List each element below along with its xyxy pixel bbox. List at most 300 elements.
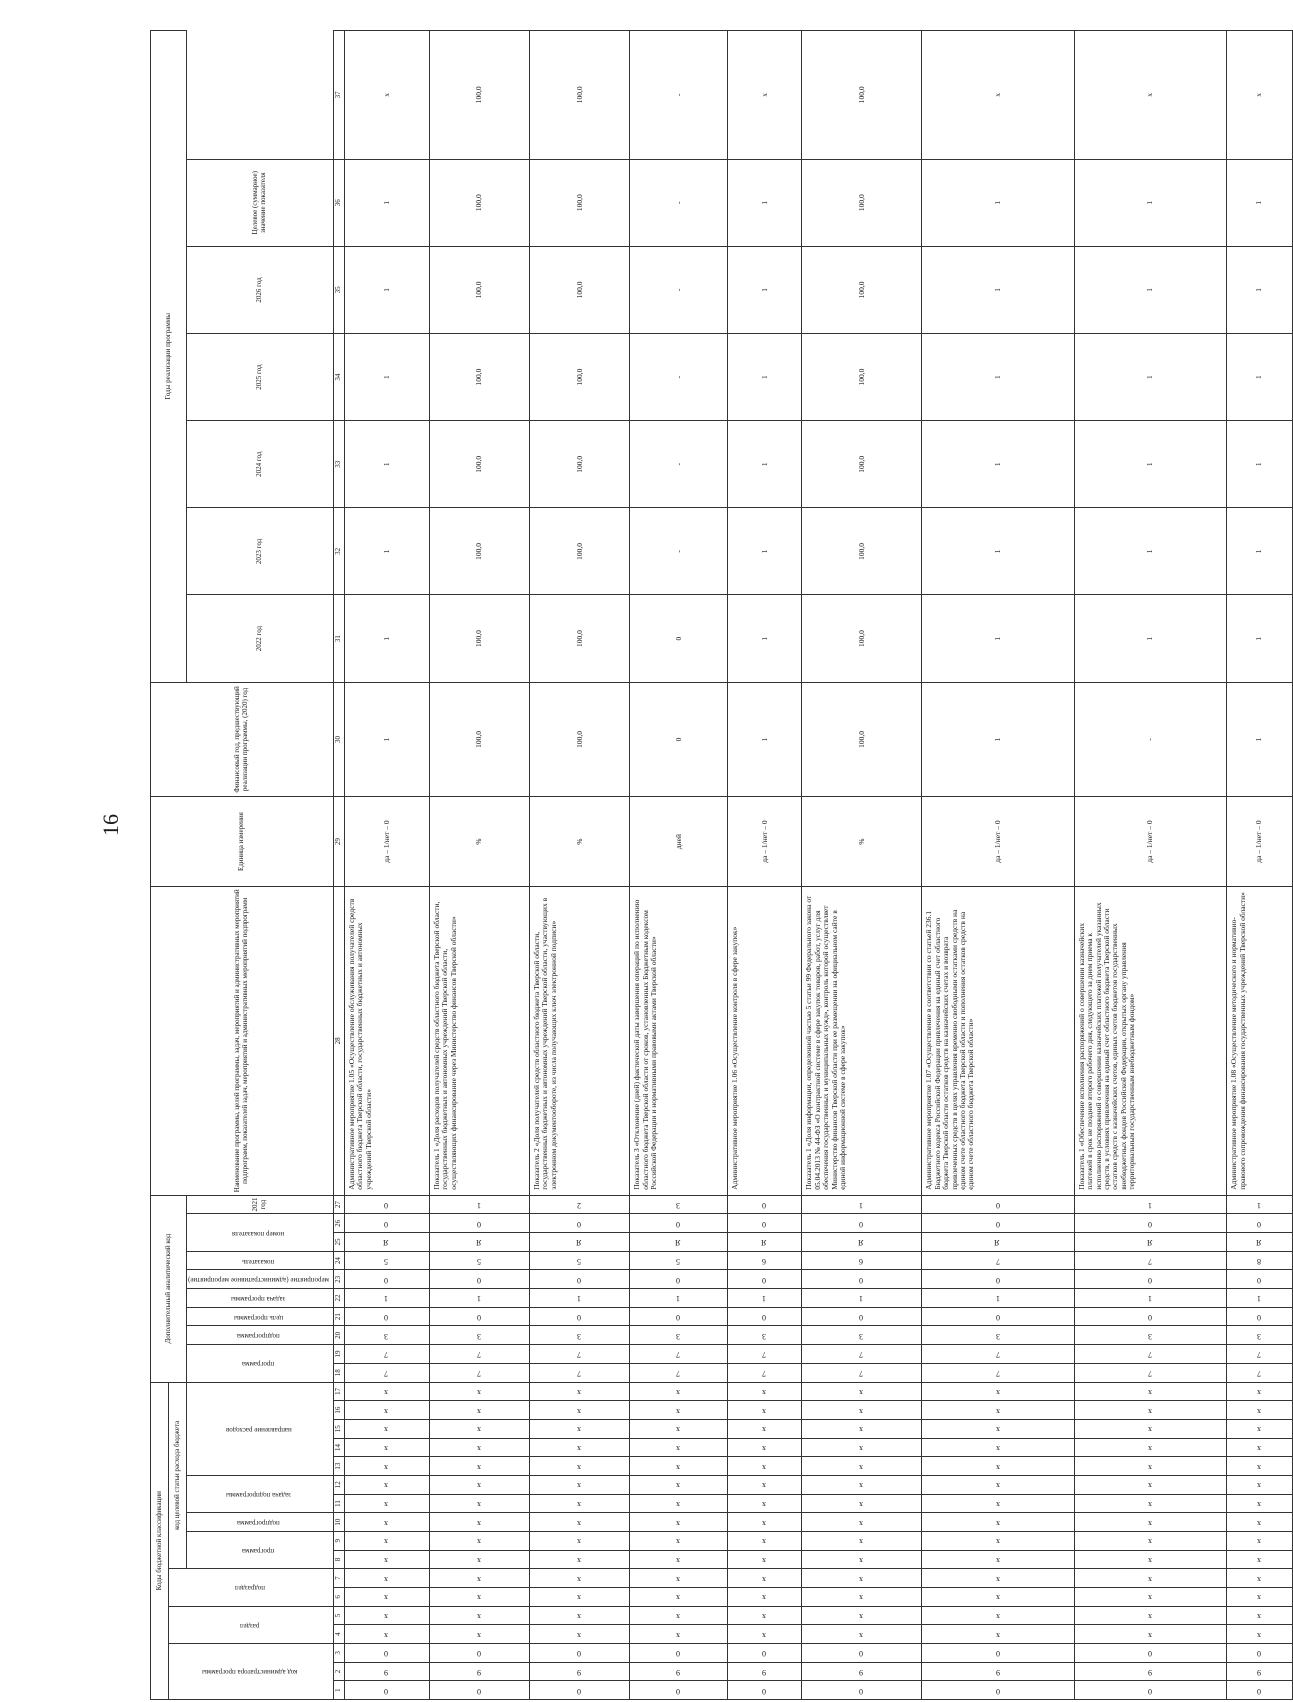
- code-cell: 7: [344, 1363, 429, 1382]
- code-cell: Я: [429, 1233, 529, 1252]
- row-unit: да – 1/нет – 0: [344, 797, 429, 887]
- row-name: Административное мероприятие 1.05 «Осуществление обслуживания получателей средств областного бюджета Тверской области, государственных бюджетных и автономных учреждений Тверской области»: [344, 886, 429, 1195]
- header-zadacha-podprogrammy: задача подпрограммы: [187, 1475, 334, 1512]
- value-cell: 100,0: [802, 159, 922, 246]
- table-row: [1074, 31, 1227, 1700]
- value-cell: 1: [1227, 421, 1292, 508]
- column-index-cell: 32: [333, 508, 344, 595]
- value-cell: 1: [1227, 246, 1292, 333]
- table-row: [630, 31, 728, 1700]
- code-cell: 7: [922, 1345, 1075, 1364]
- code-cell: 0: [802, 1214, 922, 1233]
- value-cell: 1: [728, 159, 802, 246]
- code-cell: x: [530, 1606, 630, 1625]
- code-cell: 7: [922, 1363, 1075, 1382]
- code-cell: 0: [530, 1307, 630, 1326]
- code-cell: x: [922, 1625, 1075, 1644]
- code-cell: 0: [630, 1270, 728, 1289]
- code-cell: Я: [1074, 1233, 1227, 1252]
- code-cell: 0: [429, 1307, 529, 1326]
- code-cell: 1: [728, 1289, 802, 1308]
- code-cell: x: [429, 1457, 529, 1476]
- value-cell: 100,0: [802, 421, 922, 508]
- code-cell: x: [728, 1587, 802, 1606]
- header-2023: 2023 год: [187, 508, 334, 595]
- value-cell: 1: [922, 333, 1075, 420]
- code-cell: x: [1227, 1569, 1292, 1588]
- value-cell: 100,0: [530, 333, 630, 420]
- code-cell: 1: [530, 1289, 630, 1308]
- code-cell: x: [1074, 1457, 1227, 1476]
- code-cell: x: [344, 1513, 429, 1532]
- table-row: [728, 31, 802, 1700]
- code-cell: 7: [802, 1363, 922, 1382]
- column-index-cell: 13: [333, 1457, 344, 1476]
- code-cell: 1: [429, 1195, 529, 1214]
- code-cell: 0: [1074, 1214, 1227, 1233]
- value-cell: 1: [922, 508, 1075, 595]
- code-cell: 5: [344, 1251, 429, 1270]
- value-cell: 100,0: [802, 595, 922, 682]
- code-cell: 0: [922, 1643, 1075, 1662]
- code-cell: x: [1074, 1401, 1227, 1420]
- code-cell: x: [802, 1606, 922, 1625]
- header-pokazatel: показатель: [187, 1251, 334, 1270]
- value-cell: x: [344, 31, 429, 160]
- code-cell: 0: [530, 1270, 630, 1289]
- code-cell: 0: [1227, 1307, 1292, 1326]
- code-cell: 9: [1227, 1662, 1292, 1681]
- code-cell: x: [1074, 1419, 1227, 1438]
- code-cell: x: [630, 1569, 728, 1588]
- header-name: Наименование программы, целей программы, задач, мероприятий и административных мероприятий подпрограмм, показателей задач, мероприятий и административных мероприятий подпрограмм: [151, 886, 334, 1195]
- value-cell: 100,0: [429, 333, 529, 420]
- code-cell: x: [728, 1569, 802, 1588]
- code-cell: 1: [802, 1195, 922, 1214]
- code-cell: x: [630, 1606, 728, 1625]
- column-index-cell: 22: [333, 1289, 344, 1308]
- value-cell: x: [728, 31, 802, 160]
- column-index-cell: 15: [333, 1419, 344, 1438]
- code-cell: x: [1074, 1494, 1227, 1513]
- code-cell: x: [1227, 1382, 1292, 1401]
- value-cell: 1: [728, 682, 802, 797]
- code-cell: Я: [630, 1233, 728, 1252]
- value-cell: 100,0: [802, 246, 922, 333]
- code-cell: x: [429, 1513, 529, 1532]
- column-index-cell: 34: [333, 333, 344, 420]
- value-cell: -: [630, 508, 728, 595]
- value-cell: 1: [728, 421, 802, 508]
- value-cell: 1: [1074, 421, 1227, 508]
- row-unit: %: [429, 797, 529, 887]
- code-cell: x: [630, 1401, 728, 1420]
- code-cell: x: [802, 1401, 922, 1420]
- rotated-table-area: [150, 30, 1264, 1700]
- column-index-cell: 28: [333, 886, 344, 1195]
- header-2021: 2021 год: [187, 1195, 334, 1214]
- code-cell: x: [530, 1382, 630, 1401]
- code-cell: x: [1074, 1625, 1227, 1644]
- code-cell: x: [344, 1419, 429, 1438]
- code-cell: 7: [429, 1345, 529, 1364]
- value-cell: 100,0: [802, 333, 922, 420]
- code-cell: x: [802, 1438, 922, 1457]
- value-cell: 1: [1227, 159, 1292, 246]
- code-cell: 0: [728, 1195, 802, 1214]
- code-cell: 7: [630, 1363, 728, 1382]
- code-cell: x: [802, 1513, 922, 1532]
- code-cell: x: [630, 1531, 728, 1550]
- code-cell: Я: [728, 1233, 802, 1252]
- code-cell: x: [630, 1513, 728, 1532]
- header-razdel: раздел: [169, 1606, 334, 1643]
- code-cell: x: [802, 1457, 922, 1476]
- code-cell: 0: [1074, 1681, 1227, 1700]
- column-index-cell: 11: [333, 1494, 344, 1513]
- code-cell: 1: [1227, 1289, 1292, 1308]
- value-cell: 1: [922, 421, 1075, 508]
- code-cell: x: [922, 1587, 1075, 1606]
- code-cell: x: [1227, 1494, 1292, 1513]
- code-cell: 1: [1227, 1195, 1292, 1214]
- code-cell: x: [1227, 1625, 1292, 1644]
- value-cell: -: [630, 31, 728, 160]
- code-cell: 0: [344, 1214, 429, 1233]
- code-cell: x: [429, 1550, 529, 1569]
- code-cell: x: [530, 1419, 630, 1438]
- code-cell: x: [344, 1382, 429, 1401]
- column-index-cell: 23: [333, 1270, 344, 1289]
- code-cell: 0: [1227, 1643, 1292, 1662]
- code-cell: x: [728, 1513, 802, 1532]
- value-cell: 1: [1074, 333, 1227, 420]
- code-cell: 7: [1227, 1363, 1292, 1382]
- code-cell: x: [922, 1606, 1075, 1625]
- code-cell: x: [1074, 1531, 1227, 1550]
- code-cell: 0: [1074, 1270, 1227, 1289]
- code-cell: 3: [1227, 1326, 1292, 1345]
- code-cell: Я: [1227, 1233, 1292, 1252]
- row-unit: да – 1/нет – 0: [922, 797, 1075, 887]
- code-cell: x: [530, 1401, 630, 1420]
- value-cell: 100,0: [429, 159, 529, 246]
- code-cell: 0: [344, 1270, 429, 1289]
- code-cell: x: [429, 1438, 529, 1457]
- code-cell: x: [728, 1475, 802, 1494]
- value-cell: 1: [1227, 595, 1292, 682]
- code-cell: 0: [630, 1643, 728, 1662]
- column-index-cell: 4: [333, 1625, 344, 1644]
- column-index-cell: 36: [333, 159, 344, 246]
- code-cell: 3: [630, 1326, 728, 1345]
- value-cell: 1: [344, 246, 429, 333]
- column-index-cell: 3: [333, 1643, 344, 1662]
- code-cell: 0: [1074, 1307, 1227, 1326]
- code-cell: 0: [429, 1270, 529, 1289]
- column-index-row: [333, 31, 344, 1700]
- code-cell: 7: [728, 1363, 802, 1382]
- code-cell: 0: [728, 1643, 802, 1662]
- code-cell: 0: [922, 1214, 1075, 1233]
- code-cell: x: [630, 1550, 728, 1569]
- code-cell: 0: [429, 1681, 529, 1700]
- code-cell: x: [802, 1550, 922, 1569]
- code-cell: x: [344, 1531, 429, 1550]
- code-cell: x: [922, 1401, 1075, 1420]
- code-cell: 0: [802, 1307, 922, 1326]
- code-cell: x: [922, 1550, 1075, 1569]
- value-cell: 1: [922, 159, 1075, 246]
- code-cell: 0: [530, 1643, 630, 1662]
- column-index-cell: 37: [333, 31, 344, 160]
- code-cell: 3: [922, 1326, 1075, 1345]
- code-cell: 9: [429, 1662, 529, 1681]
- value-cell: 0: [630, 595, 728, 682]
- header-podprogramma-dak: подпрограмма: [187, 1326, 334, 1345]
- column-index-cell: 10: [333, 1513, 344, 1532]
- code-cell: x: [728, 1419, 802, 1438]
- value-cell: 1: [922, 682, 1075, 797]
- column-index-cell: 20: [333, 1326, 344, 1345]
- code-cell: x: [344, 1494, 429, 1513]
- code-cell: x: [922, 1457, 1075, 1476]
- code-cell: x: [1227, 1475, 1292, 1494]
- code-cell: 0: [429, 1214, 529, 1233]
- row-name: Показатель 3 «Отклонение (дней) фактической даты завершения операций по исполнению областного бюджета Тверской области от сроков, установленных Бюджетным кодексом Российской Федерации и нормативными правовыми актами Тверской области»: [630, 886, 728, 1195]
- code-cell: x: [630, 1419, 728, 1438]
- code-cell: 0: [344, 1681, 429, 1700]
- code-cell: Я: [344, 1233, 429, 1252]
- code-cell: 7: [1227, 1345, 1292, 1364]
- code-cell: x: [802, 1531, 922, 1550]
- value-cell: 1: [1074, 159, 1227, 246]
- value-cell: -: [630, 246, 728, 333]
- code-cell: 8: [1227, 1251, 1292, 1270]
- value-cell: x: [1227, 31, 1292, 160]
- code-cell: x: [1074, 1587, 1227, 1606]
- value-cell: 1: [1074, 508, 1227, 595]
- code-cell: 0: [1227, 1681, 1292, 1700]
- code-cell: 0: [630, 1307, 728, 1326]
- code-cell: x: [802, 1587, 922, 1606]
- code-cell: 7: [1074, 1251, 1227, 1270]
- column-index-cell: 17: [333, 1382, 344, 1401]
- code-cell: x: [1227, 1438, 1292, 1457]
- code-cell: x: [1074, 1382, 1227, 1401]
- code-cell: 7: [802, 1345, 922, 1364]
- code-cell: 0: [1227, 1214, 1292, 1233]
- code-cell: x: [1227, 1587, 1292, 1606]
- code-cell: x: [1227, 1513, 1292, 1532]
- code-cell: x: [922, 1382, 1075, 1401]
- code-cell: x: [922, 1419, 1075, 1438]
- code-cell: 0: [344, 1195, 429, 1214]
- code-cell: 2: [530, 1195, 630, 1214]
- column-index-cell: 2: [333, 1662, 344, 1681]
- code-cell: Я: [802, 1233, 922, 1252]
- code-cell: x: [344, 1401, 429, 1420]
- code-cell: 0: [728, 1270, 802, 1289]
- code-cell: 0: [802, 1270, 922, 1289]
- code-cell: x: [802, 1475, 922, 1494]
- row-unit: да – 1/нет – 0: [1074, 797, 1227, 887]
- value-cell: 100,0: [530, 508, 630, 595]
- value-cell: 1: [344, 508, 429, 595]
- code-cell: 3: [630, 1195, 728, 1214]
- value-cell: 1: [1227, 682, 1292, 797]
- code-cell: x: [802, 1382, 922, 1401]
- column-index-cell: 33: [333, 421, 344, 508]
- code-cell: 3: [530, 1326, 630, 1345]
- code-cell: x: [922, 1531, 1075, 1550]
- code-cell: 7: [344, 1345, 429, 1364]
- header-ksr: код целевой статьи расхода бюджета: [169, 1382, 187, 1569]
- column-index-cell: 1: [333, 1681, 344, 1700]
- code-cell: Я: [922, 1233, 1075, 1252]
- value-cell: x: [1074, 31, 1227, 160]
- value-cell: 1: [728, 333, 802, 420]
- value-cell: 1: [1074, 246, 1227, 333]
- code-cell: 5: [630, 1251, 728, 1270]
- value-cell: 100,0: [530, 31, 630, 160]
- code-cell: 3: [1074, 1326, 1227, 1345]
- code-cell: x: [530, 1494, 630, 1513]
- column-index-cell: 19: [333, 1345, 344, 1364]
- code-cell: 6: [802, 1251, 922, 1270]
- code-cell: 3: [728, 1326, 802, 1345]
- code-cell: 7: [630, 1345, 728, 1364]
- code-cell: x: [530, 1531, 630, 1550]
- code-cell: x: [1074, 1569, 1227, 1588]
- header-tsel: цель программы: [187, 1307, 334, 1326]
- header-programma: программа: [187, 1531, 334, 1568]
- value-cell: 100,0: [429, 508, 529, 595]
- value-cell: 1: [728, 595, 802, 682]
- page-number: 16: [98, 814, 123, 836]
- value-cell: 1: [344, 159, 429, 246]
- row-unit: да – 1/нет – 0: [1227, 797, 1292, 887]
- row-name: Административное мероприятие 1.08 «Осуществление методического и нормативно-правового сопровождения финансирования государственных учреждений Тверской области»: [1227, 886, 1292, 1195]
- value-cell: 1: [344, 421, 429, 508]
- code-cell: x: [1074, 1513, 1227, 1532]
- code-cell: x: [429, 1475, 529, 1494]
- code-cell: 0: [429, 1643, 529, 1662]
- value-cell: 0: [630, 682, 728, 797]
- value-cell: 1: [344, 682, 429, 797]
- header-gadmin: код администратора программы: [169, 1643, 334, 1699]
- code-cell: x: [429, 1625, 529, 1644]
- code-cell: 0: [728, 1214, 802, 1233]
- value-cell: -: [1074, 682, 1227, 797]
- code-cell: x: [530, 1550, 630, 1569]
- code-cell: x: [630, 1438, 728, 1457]
- code-cell: 7: [530, 1363, 630, 1382]
- code-cell: 0: [1227, 1270, 1292, 1289]
- code-cell: x: [530, 1475, 630, 1494]
- value-cell: 100,0: [802, 508, 922, 595]
- row-unit: %: [802, 797, 922, 887]
- value-cell: 1: [922, 246, 1075, 333]
- header-2022: 2022 год: [187, 595, 334, 682]
- value-cell: 1: [1227, 508, 1292, 595]
- value-cell: 100,0: [530, 246, 630, 333]
- code-cell: 0: [922, 1195, 1075, 1214]
- code-cell: 1: [802, 1289, 922, 1308]
- code-cell: x: [429, 1569, 529, 1588]
- code-cell: x: [630, 1382, 728, 1401]
- header-years-group: Годы реализации программы: [151, 31, 187, 683]
- code-cell: x: [429, 1401, 529, 1420]
- value-cell: 1: [1074, 595, 1227, 682]
- code-cell: 1: [1074, 1195, 1227, 1214]
- code-cell: x: [1227, 1606, 1292, 1625]
- code-cell: 0: [530, 1681, 630, 1700]
- code-cell: 7: [429, 1363, 529, 1382]
- table-row: [922, 31, 1075, 1700]
- value-cell: 100,0: [802, 31, 922, 160]
- code-cell: x: [429, 1382, 529, 1401]
- code-cell: x: [530, 1587, 630, 1606]
- code-cell: 1: [429, 1289, 529, 1308]
- code-cell: x: [1074, 1438, 1227, 1457]
- code-cell: 0: [922, 1270, 1075, 1289]
- header-zadacha: задача программы: [187, 1289, 334, 1308]
- code-cell: x: [922, 1569, 1075, 1588]
- code-cell: x: [344, 1606, 429, 1625]
- code-cell: x: [344, 1587, 429, 1606]
- code-cell: Я: [530, 1233, 630, 1252]
- code-cell: x: [344, 1438, 429, 1457]
- code-cell: x: [728, 1457, 802, 1476]
- value-cell: 1: [728, 246, 802, 333]
- value-cell: 100,0: [429, 421, 529, 508]
- column-index-cell: 35: [333, 246, 344, 333]
- row-name: Показатель 1 «Обеспечение исполнения распоряжений о совершении казначейских платежей в срок не позднее второго рабочего дня, следующего за днем приема к исполнению распоряжений о совершении казначейских платежей получателей указанных средств, в условиях привлечения на единый счет областного бюджета Тверской области остатков средств с казначейских счетов, единых счетов бюджетов государственных внебюджетных фондов Российской Федерации, открытых органу управления территориальным государственным внебюджетным фондом»: [1074, 886, 1227, 1195]
- row-name: Административное мероприятие 1.07 «Осуществление в соответствии со статьей 236.1 Бюджетного кодекса Российской Федерации привлечения на единый счет областного бюджета Тверской области остатков средств на казначейских счетах и возврата привлеченных средств в целях управления временно свободными остатками средств на едином счете областного бюджета Тверской области и пополнения остатков средств на едином счете областного бюджета Тверской области»: [922, 886, 1075, 1195]
- code-cell: x: [728, 1606, 802, 1625]
- code-cell: 0: [922, 1681, 1075, 1700]
- value-cell: 1: [1227, 333, 1292, 420]
- value-cell: 100,0: [530, 595, 630, 682]
- code-cell: x: [802, 1494, 922, 1513]
- code-cell: 1: [344, 1289, 429, 1308]
- code-cell: x: [429, 1606, 529, 1625]
- code-cell: x: [922, 1438, 1075, 1457]
- value-cell: -: [630, 421, 728, 508]
- header-programma-dak: программа: [187, 1345, 334, 1382]
- code-cell: x: [429, 1494, 529, 1513]
- column-index-cell: 7: [333, 1569, 344, 1588]
- header-meropriyatie: мероприятие (административное мероприятие): [187, 1270, 334, 1289]
- code-cell: 9: [922, 1662, 1075, 1681]
- column-index-cell: 21: [333, 1307, 344, 1326]
- column-index-cell: 12: [333, 1475, 344, 1494]
- code-cell: x: [344, 1569, 429, 1588]
- code-cell: 6: [728, 1251, 802, 1270]
- table-row: [344, 31, 429, 1700]
- code-cell: x: [429, 1419, 529, 1438]
- value-cell: 100,0: [429, 595, 529, 682]
- code-cell: 0: [344, 1643, 429, 1662]
- code-cell: 0: [728, 1681, 802, 1700]
- value-cell: 100,0: [530, 159, 630, 246]
- value-cell: 100,0: [429, 682, 529, 797]
- code-cell: 0: [1074, 1643, 1227, 1662]
- code-cell: x: [728, 1531, 802, 1550]
- code-cell: x: [530, 1513, 630, 1532]
- code-cell: x: [728, 1494, 802, 1513]
